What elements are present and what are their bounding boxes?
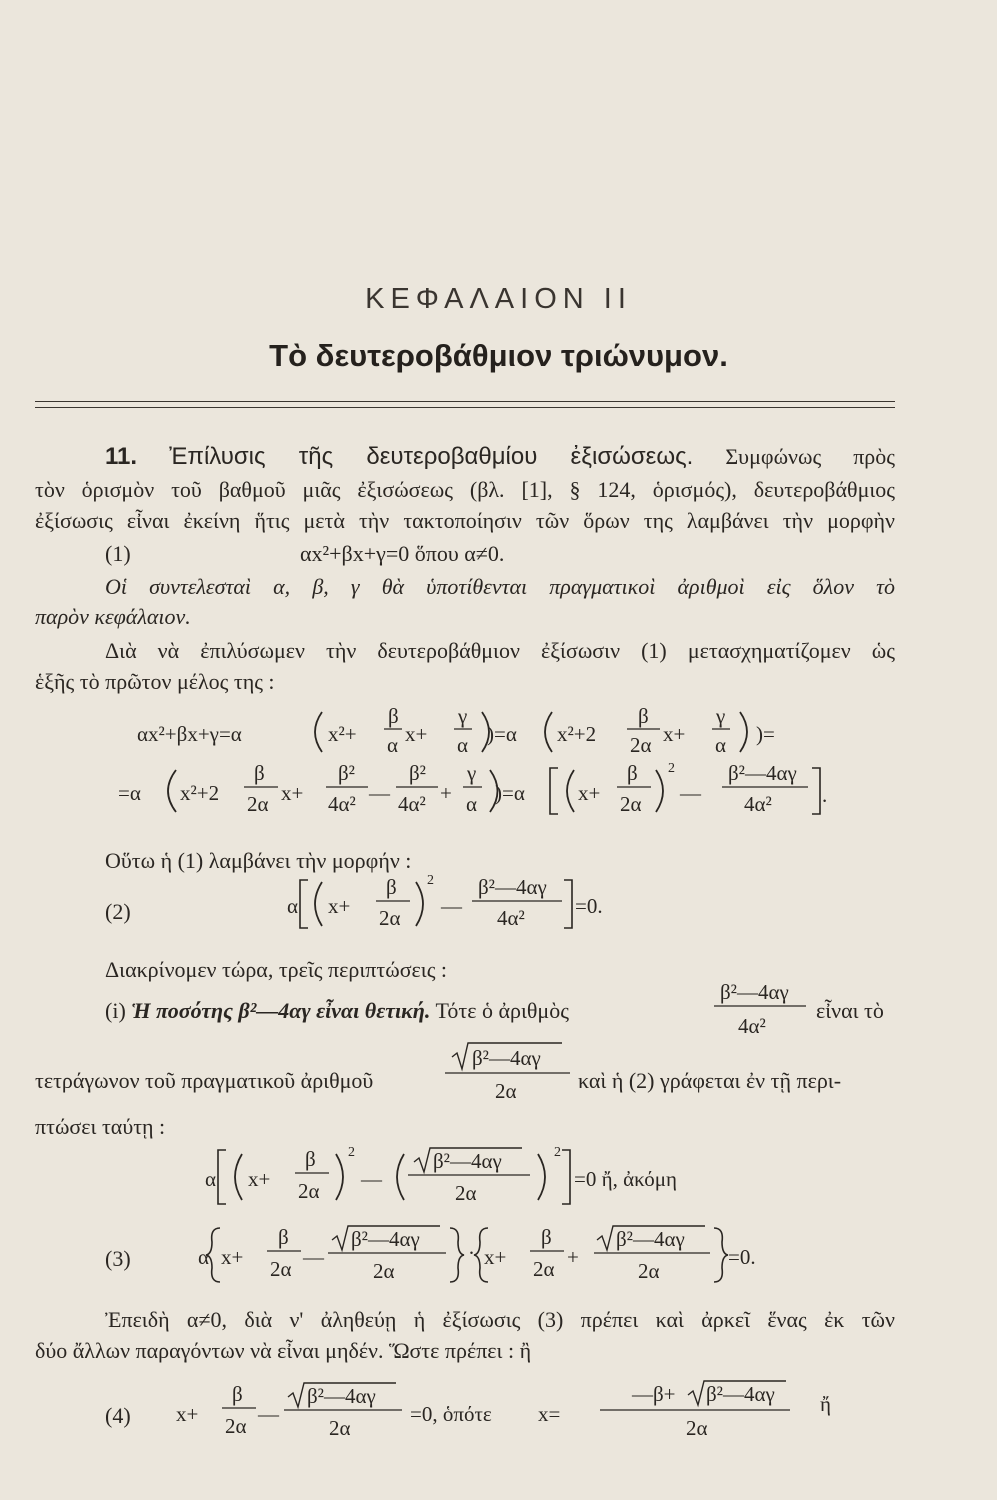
- eq4-radicand1: β²—4αγ: [307, 1384, 376, 1408]
- eq2-f2-num: β²—4αγ: [478, 875, 547, 899]
- section-line2: τὸν ὁρισμὸν τοῦ βαθμοῦ μιᾶς ἐξισώσεως (βλ. [1], § 124, ὁρισμός), δευτεροβάθμιος: [35, 477, 895, 502]
- eq4-f1-num: β: [232, 1382, 243, 1406]
- eq-a-lhs: αx²+βx+γ=α: [137, 722, 242, 746]
- section-line3: ἐξίσωσις εἶναι ἐκείνη ἥτις μετὰ τὴν τακτοποίησιν τῶν ὅρων της λαμβάνει τὴν μορφὴν: [35, 508, 895, 533]
- eq-a2-f3-den: 4α²: [398, 792, 426, 816]
- eq3-label: (3): [105, 1246, 131, 1271]
- eq-a2-f1-den: 2α: [247, 792, 269, 816]
- eq-a2-x2-2: x²+2: [180, 781, 220, 805]
- para5-end: καὶ ἡ (2) γράφεται ἐν τῇ περι-: [578, 1068, 842, 1093]
- eq-a2-square: 2: [668, 761, 675, 776]
- case1-label: (i): [105, 998, 126, 1023]
- eq-a2-f3-num: β²: [409, 761, 426, 785]
- eq3-alpha: α: [198, 1245, 210, 1269]
- section-line1-rest: Συμφώνως πρὸς: [725, 444, 895, 469]
- eq3-f1-num: β: [278, 1225, 289, 1249]
- para6-line1: Ἐπειδὴ α≠0, διὰ ν' ἀληθεύῃ ἡ ἐξίσωσις (3) πρέπει καὶ ἀρκεῖ ἕνας ἐκ τῶν: [105, 1307, 895, 1332]
- eq-a-frac3-den: 2α: [630, 733, 652, 757]
- eq-a2-f2-num: β²: [338, 761, 355, 785]
- eq4-xeq: x=: [538, 1402, 561, 1426]
- eq-a-x2-2: x²+2: [557, 722, 597, 746]
- italic-note-line1: Οἱ συντελεσταὶ α, β, γ θὰ ὑποτίθενται πραγματικοὶ ἀριθμοὶ εἰς ὅλον τὸ: [105, 574, 895, 599]
- eq-a2-f5-num: β: [627, 761, 638, 785]
- italic-note-line2: παρὸν κεφάλαιον.: [35, 604, 191, 629]
- eq4-negbeta: —β+: [632, 1382, 676, 1406]
- eq-a2-f6-num: β²—4αγ: [728, 761, 797, 785]
- sqrt-fraction-a: [0, 1035, 997, 1110]
- eq4-f1-den: 2α: [225, 1414, 247, 1438]
- eq-a-frac4-num: γ: [716, 704, 726, 728]
- eq2-minus: —: [441, 894, 462, 918]
- eq4-minus: —: [258, 1402, 279, 1426]
- sqrt-a-den: 2α: [495, 1079, 517, 1103]
- eq2-square: 2: [427, 873, 434, 888]
- eq3-radicand2: β²—4αγ: [616, 1227, 685, 1251]
- eq-a-x2: x²+: [328, 722, 357, 746]
- para2-line1: Διὰ νὰ ἐπιλύσωμεν τὴν δευτεροβάθμιον ἐξίσωσιν (1) μετασχηματίζομεν ὡς: [105, 638, 895, 663]
- eq3-plus: +: [567, 1245, 579, 1269]
- equation-completing-square: [0, 690, 997, 840]
- eq-a2-plus: +: [440, 781, 452, 805]
- eq2-f1-num: β: [386, 875, 397, 899]
- eq-a-frac4-den: α: [715, 733, 727, 757]
- case1-bold: Ἡ ποσότης β²—4αγ εἶναι θετική.: [131, 998, 431, 1023]
- eq3-zero: =0.: [728, 1245, 756, 1269]
- eq4-end: ἤ: [820, 1392, 831, 1416]
- eqs-radicand: β²—4αγ: [433, 1149, 502, 1173]
- double-rule-top: [35, 401, 895, 402]
- eq-a2-period: .: [822, 783, 828, 807]
- eq-a2-f5-den: 2α: [620, 792, 642, 816]
- para4: Διακρίνομεν τώρα, τρεῖς περιπτώσεις :: [105, 957, 448, 982]
- eqs-sq2: 2: [554, 1145, 561, 1160]
- eq-a2-xplus2: x+: [578, 781, 601, 805]
- section-heading-line: [105, 443, 895, 471]
- eqs-xplus: x+: [248, 1167, 271, 1191]
- eq-a2-xplus: x+: [281, 781, 304, 805]
- eq2-label: (2): [105, 899, 131, 924]
- equation-difference-of-squares: [0, 1140, 997, 1215]
- eq-a2-f6-den: 4α²: [744, 792, 772, 816]
- eqs-f1-den: 2α: [298, 1179, 320, 1203]
- eq3-f2-den: 2α: [373, 1259, 395, 1283]
- para6-line2: δύο ἄλλων παραγόντων νὰ εἶναι μηδέν. Ὥστε πρέπει : ἢ: [35, 1338, 532, 1363]
- eq1-body: αx²+βx+γ=0 ὅπου α≠0.: [300, 541, 505, 566]
- eq-a2-f4-num: γ: [467, 761, 477, 785]
- eq-a2-eq-alpha: =α: [118, 781, 141, 805]
- case1-frac-den: 4α²: [738, 1014, 766, 1038]
- eq4-radicand2: β²—4αγ: [706, 1382, 775, 1406]
- eq-a-paren-l1: [315, 712, 322, 752]
- eq-a2-f1-num: β: [254, 761, 265, 785]
- eq-a-frac1-num: β: [388, 704, 399, 728]
- eq2-f2-den: 4α²: [497, 906, 525, 930]
- eq3-f1-den: 2α: [270, 1257, 292, 1281]
- eq3-xplus2: x+: [484, 1245, 507, 1269]
- eq-a-xplus1: x+: [405, 722, 428, 746]
- eq3-dot: ·: [468, 1241, 475, 1265]
- eq3-f3-num: β: [541, 1225, 552, 1249]
- eq-a2-minus: —: [369, 781, 390, 805]
- sqrt-a-radicand: β²—4αγ: [472, 1046, 541, 1070]
- case1-text: Τότε ὁ ἀριθμὸς: [435, 998, 569, 1023]
- eq3-f4-den: 2α: [638, 1259, 660, 1283]
- chapter-label: ΚΕΦΑΛΑΙΟΝ ΙΙ: [365, 283, 632, 315]
- eq4-xplus: x+: [176, 1402, 199, 1426]
- eq4-f3-den: 2α: [686, 1416, 708, 1440]
- eq-a2-minus2: —: [680, 781, 701, 805]
- eq-a2-f4-den: α: [466, 792, 478, 816]
- section-heading: Ἐπίλυσις τῆς δευτεροβαθμίου ἐξισώσεως.: [169, 443, 694, 470]
- eq-a2-f2-den: 4α²: [328, 792, 356, 816]
- section-number: 11.: [105, 443, 138, 470]
- eq2-zero: =0.: [575, 894, 603, 918]
- eq4-f2-den: 2α: [329, 1416, 351, 1440]
- eq-a-frac3-num: β: [638, 704, 649, 728]
- eqs-alpha: α: [205, 1167, 217, 1191]
- eq-a-frac1-den: α: [387, 733, 399, 757]
- eq-a-eq: )=: [756, 722, 775, 746]
- eqs-minus: —: [361, 1167, 382, 1191]
- eq-a2-eq-alpha2: )=α: [495, 781, 525, 805]
- para5-line2: πτώσει ταύτῃ :: [35, 1114, 166, 1139]
- eq3-xplus1: x+: [221, 1245, 244, 1269]
- eq1-label: (1): [105, 541, 131, 566]
- eqs-f2-den: 2α: [455, 1181, 477, 1205]
- eq2-f1-den: 2α: [379, 906, 401, 930]
- eq3-radicand1: β²—4αγ: [351, 1227, 420, 1251]
- eq4-label: (4): [105, 1403, 131, 1428]
- eq-a-frac2-num: γ: [458, 704, 468, 728]
- chapter-title: Τὸ δευτεροβάθμιον τριώνυμον.: [269, 338, 728, 373]
- eq2-alpha: α: [287, 894, 299, 918]
- equation-4: [0, 1375, 997, 1450]
- para2-line2: ἑξῆς τὸ πρῶτον μέλος της :: [35, 669, 275, 694]
- eqs-f1-num: β: [305, 1147, 316, 1171]
- para5-start: τετράγωνον τοῦ πραγματικοῦ ἀριθμοῦ: [35, 1068, 374, 1093]
- eq-a-eq-alpha: )=α: [487, 722, 517, 746]
- case1-end: εἶναι τὸ: [816, 998, 884, 1023]
- eq3-minus: —: [303, 1245, 324, 1269]
- equation-2: [0, 870, 997, 940]
- eq-a-frac2-den: α: [457, 733, 469, 757]
- double-rule-bottom: [35, 407, 895, 408]
- equation-3: [0, 1218, 997, 1293]
- case1-frac-num: β²—4αγ: [720, 980, 789, 1004]
- eq-a-xplus2: x+: [663, 722, 686, 746]
- eq2-xplus: x+: [328, 894, 351, 918]
- eqs-sq1: 2: [348, 1145, 355, 1160]
- eqs-tail: =0 ἤ, ἀκόμη: [574, 1167, 677, 1191]
- eq3-f3-den: 2α: [533, 1257, 555, 1281]
- eq4-mid: =0, ὁπότε: [410, 1402, 492, 1426]
- para3: Οὕτω ἡ (1) λαμβάνει τὴν μορφήν :: [105, 848, 412, 873]
